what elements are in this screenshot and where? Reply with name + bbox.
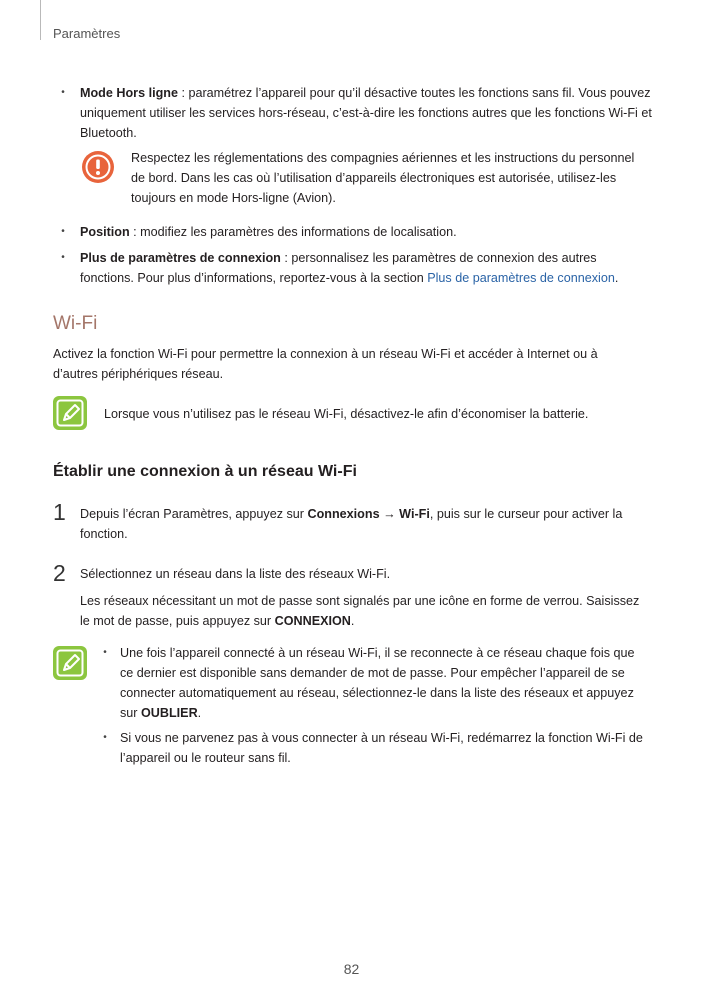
- tip-text-end: .: [197, 706, 202, 720]
- step-number: 1: [53, 499, 66, 525]
- bullet-dot: •: [61, 226, 65, 237]
- step-2-detail: [80, 591, 650, 631]
- exclamation-warning-icon: [81, 150, 115, 184]
- tip-button-term: OUBLIER: [141, 706, 198, 720]
- warning-icon-wrap: [81, 150, 115, 184]
- bullet-term: Mode Hors ligne: [80, 86, 178, 100]
- bullet-dot: •: [61, 87, 65, 98]
- bullet-text: : modifiez les paramètres des informations de localisation.: [129, 225, 457, 239]
- warning-note-text: Respectez les réglementations des compagnies aériennes et les instructions du personnel de bord. Dans les cas où l’utilisation d’appareils électroniques est autorisée, utilisez-les toujours en mode Hors-ligne (Avion).: [131, 151, 635, 205]
- step-number: 2: [53, 560, 66, 586]
- cross-reference-link[interactable]: Plus de paramètres de connexion: [427, 271, 615, 285]
- bullet-text-end: .: [614, 271, 619, 285]
- step-arrow: →: [379, 507, 400, 521]
- tip-icon-wrap: [53, 646, 87, 680]
- bullet-position: [80, 222, 652, 242]
- pencil-note-icon: [53, 646, 87, 680]
- bullet-dot: •: [103, 647, 107, 658]
- step-text: Depuis l’écran Paramètres, appuyez sur: [80, 507, 308, 521]
- step-button-term: CONNEXION: [274, 614, 351, 628]
- page-number: 82: [343, 961, 360, 977]
- step-2-text: Sélectionnez un réseau dans la liste des réseaux Wi-Fi.: [80, 567, 391, 581]
- wifi-intro: Activez la fonction Wi-Fi pour permettre la connexion à un réseau Wi-Fi et accéder à Internet ou à d’autres périphériques réseau.: [53, 347, 598, 381]
- step-menu-term: Connexions: [307, 507, 380, 521]
- step-detail-text: Les réseaux nécessitant un mot de passe sont signalés par une icône en forme de verrou. Saisissez le mot de passe, puis appuyez sur: [80, 594, 640, 628]
- tip-icon-wrap: [53, 396, 87, 430]
- tip-restart-text: Si vous ne parvenez pas à vous connecter à un réseau Wi-Fi, redémarrez la fonction Wi-Fi de l’appareil ou le routeur sans fil.: [120, 731, 643, 765]
- tip-battery-text: Lorsque vous n’utilisez pas le réseau Wi-Fi, désactivez-le afin d’économiser la batterie.: [104, 407, 589, 421]
- tip-reconnect-text: [120, 643, 648, 723]
- bullet-text: : personnalisez les paramètres de connexion des autres fonctions. Pour plus d’informations, reportez-vous à la section: [80, 251, 597, 285]
- bullet-text: : paramétrez l’appareil pour qu’il désactive toutes les fonctions sans fil. Vous pouvez uniquement utiliser les services hors-réseau, c’est-à-dire les fonctions autres que les fonctions Wi-Fi et Bluetooth.: [80, 86, 652, 140]
- tip-text: Une fois l’appareil connecté à un réseau Wi-Fi, il se reconnecte à ce réseau chaque fois que ce dernier est disponible sans demander de mot de passe. Pour empêcher l’appareil de se connecter automatiquement au réseau, sélectionnez-le dans la liste des réseaux et appuyez sur: [120, 646, 635, 720]
- bullet-term: Plus de paramètres de connexion: [80, 251, 281, 265]
- step-detail-end: .: [350, 614, 355, 628]
- bullet-dot: •: [61, 252, 65, 263]
- subheading-connect-wifi: Établir une connexion à un réseau Wi-Fi: [53, 463, 357, 480]
- bullet-term: Position: [80, 225, 130, 239]
- running-title: Paramètres: [53, 26, 121, 41]
- bullet-mode-hors-ligne: [80, 83, 652, 143]
- bullet-dot: •: [103, 732, 107, 743]
- step-text: , puis sur le curseur pour activer la fonction.: [80, 507, 623, 541]
- section-heading-wifi: Wi-Fi: [53, 313, 98, 334]
- header-rule: [40, 0, 41, 40]
- bullet-plus-parametres: [80, 248, 652, 288]
- step-menu-term: Wi-Fi: [399, 507, 430, 521]
- pencil-note-icon: [53, 396, 87, 430]
- step-1-text: [80, 504, 650, 544]
